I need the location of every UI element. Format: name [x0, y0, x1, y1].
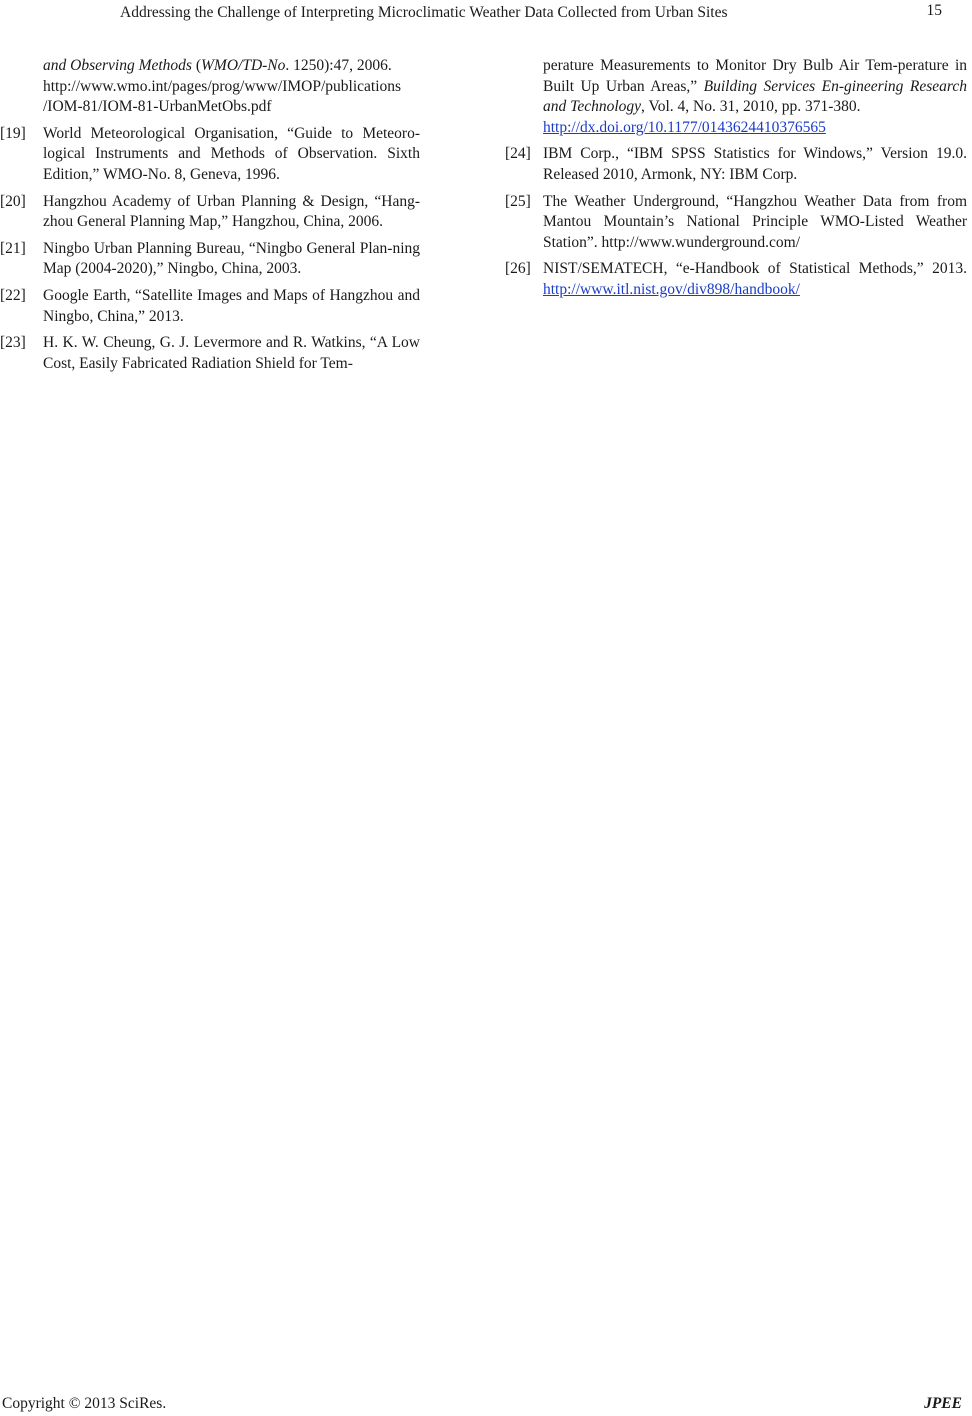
reference-number: [23]	[0, 334, 26, 352]
reference-number: [19]	[0, 124, 26, 142]
reference-text: World Meteorological Organisation, “Guide to Meteoro-logical Instruments and Methods of Observation. Sixth Edition,” WMO-No. 8, Geneva, 1996.	[43, 124, 420, 183]
continuation-text-b: , Vol. 4, No. 31, 2010, pp. 371-380.	[641, 98, 861, 116]
doi-link[interactable]: http://dx.doi.org/10.1177/0143624410376565	[543, 118, 826, 136]
reference-text: Hangzhou Academy of Urban Planning & Design, “Hang-zhou General Planning Map,” Hangzhou, China, 2006.	[43, 192, 420, 231]
journal-title: Building Services En-gineering Research and Technology	[543, 77, 968, 116]
right-column	[505, 56, 967, 307]
reference-23-continuation	[505, 56, 967, 138]
continuation-italic: and Observing Methods	[43, 57, 192, 74]
reference-21	[0, 239, 420, 280]
reference-text: The Weather Underground, “Hangzhou Weather Data from from Mantou Mountain’s National Principle WMO-Listed Weather Station”. http://www.wunderground.com/	[543, 192, 967, 251]
reference-text: Ningbo Urban Planning Bureau, “Ningbo General Plan-ning Map (2004-2020),” Ningbo, China, 2003.	[43, 239, 420, 278]
reference-number: [26]	[505, 260, 531, 278]
reference-24	[505, 144, 967, 185]
reference-19	[0, 124, 420, 186]
reference-20	[0, 192, 420, 233]
reference-23	[0, 333, 420, 374]
journal-abbreviation: JPEE	[924, 1395, 962, 1412]
handbook-link[interactable]: http://www.itl.nist.gov/div898/handbook/	[543, 280, 800, 298]
left-column	[0, 56, 420, 380]
page-number: 15	[926, 2, 942, 19]
continuation-url-line-1: http://www.wmo.int/pages/prog/www/IMOP/publications	[43, 77, 402, 95]
reference-text: IBM Corp., “IBM SPSS Statistics for Windows,” Version 19.0. Released 2010, Armonk, NY: IBM Corp.	[543, 145, 967, 183]
reference-continuation: and Observing Methods (WMO/TD-No. 1250):47, 2006. http://www.wmo.int/pages/prog/www/IMOP/publications /IOM-81/IOM-81-UrbanMetObs.pdf	[0, 56, 420, 118]
reference-text: NIST/SEMATECH, “e-Handbook of Statistical Methods,” 2013.	[543, 260, 967, 278]
reference-number: [20]	[0, 192, 26, 210]
continuation-url-line-2: /IOM-81/IOM-81-UrbanMetObs.pdf	[43, 98, 272, 116]
copyright-notice: Copyright © 2013 SciRes.	[2, 1395, 167, 1412]
reference-number: [21]	[0, 239, 26, 257]
page-footer	[0, 1394, 972, 1416]
continuation-text-a: perature Measurements to Monitor Dry Bulb Air Tem-perature in Built Up Urban Areas,”	[543, 57, 967, 95]
reference-text: H. K. W. Cheung, G. J. Levermore and R. Watkins, “A Low Cost, Easily Fabricated Radiation Shield for Tem-	[43, 334, 420, 372]
reference-26	[505, 259, 967, 300]
continuation-rest: . 1250):47, 2006.	[285, 57, 392, 74]
running-header	[0, 0, 972, 30]
running-title: Addressing the Challenge of Interpreting Microclimatic Weather Data Collected from Urban Sites	[120, 4, 728, 21]
reference-25	[505, 192, 967, 254]
reference-22	[0, 286, 420, 327]
reference-number: [25]	[505, 192, 531, 210]
reference-text: Google Earth, “Satellite Images and Maps of Hangzhou and Ningbo, China,” 2013.	[43, 286, 420, 325]
reference-number: [24]	[505, 145, 531, 163]
continuation-series: WMO/TD-No	[201, 57, 286, 74]
reference-number: [22]	[0, 286, 26, 304]
